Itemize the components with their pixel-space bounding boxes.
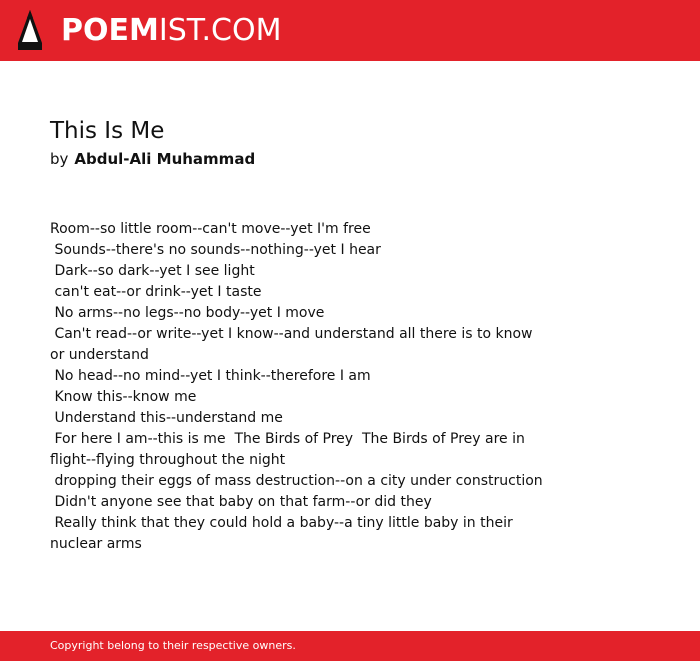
poem-line: Understand this--understand me	[50, 410, 283, 426]
poem-line: can't eat--or drink--yet I taste	[50, 284, 262, 300]
site-header	[0, 0, 700, 61]
site-logo[interactable]	[61, 11, 281, 51]
copyright-text: Copyright belong to their respective owners.	[50, 639, 296, 652]
poem-line: Room--so little room--can't move--yet I'm free	[50, 221, 371, 237]
pencil-tip-icon[interactable]	[17, 9, 43, 51]
byline	[50, 148, 255, 170]
poem-line: No arms--no legs--no body--yet I move	[50, 305, 325, 321]
author-name: Abdul-Ali Muhammad	[74, 150, 256, 168]
poem-body	[50, 219, 550, 555]
poem-line: Dark--so dark--yet I see light	[50, 263, 255, 279]
poem-line: Sounds--there's no sounds--nothing--yet I hear	[50, 242, 381, 258]
poem-title: This Is Me	[50, 118, 165, 144]
poem-line: For here I am--this is me The Birds of Prey The Birds of Prey are in flight--flying throughout the night	[50, 431, 530, 468]
poem-line: No head--no mind--yet I think--therefore I am	[50, 368, 371, 384]
logo-light-text: IST.COM	[158, 13, 282, 48]
poem-line: Didn't anyone see that baby on that farm--or did they	[50, 494, 432, 510]
poem-line: Really think that they could hold a baby--a tiny little baby in their nuclear arms	[50, 515, 518, 552]
site-footer	[0, 631, 700, 661]
poem-line: Know this--know me	[50, 389, 197, 405]
poem-line: dropping their eggs of mass destruction--on a city under construction	[50, 473, 543, 489]
by-label: by	[50, 150, 69, 168]
poem-line: Can't read--or write--yet I know--and understand all there is to know or understand	[50, 326, 537, 363]
logo-bold-text: POEM	[61, 13, 159, 48]
